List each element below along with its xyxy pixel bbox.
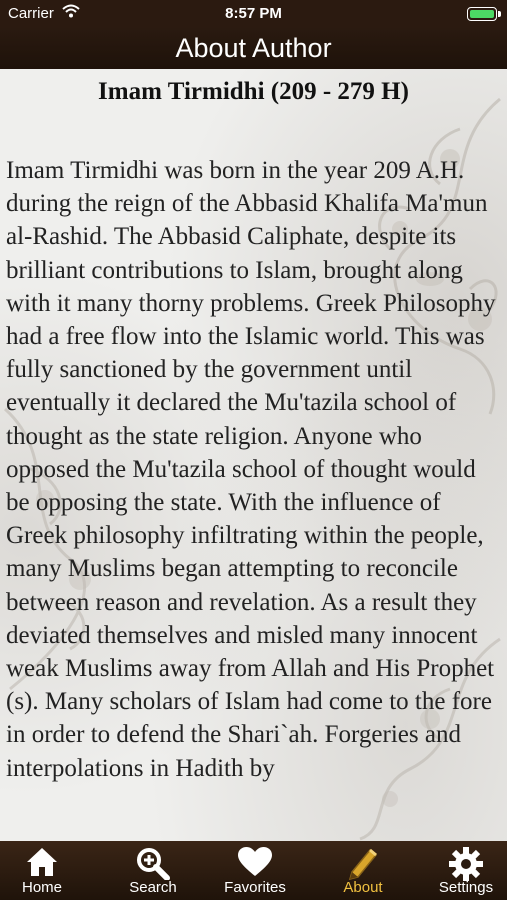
- tab-bar: [0, 841, 507, 900]
- author-content[interactable]: [0, 69, 507, 841]
- tab-about[interactable]: [313, 841, 413, 900]
- tab-about-label: About: [343, 879, 383, 896]
- battery-icon: [467, 7, 497, 21]
- tab-home[interactable]: [0, 841, 92, 900]
- page-title: About Author: [175, 33, 332, 63]
- status-time: 8:57 PM: [225, 5, 282, 22]
- author-heading: Imam Tirmidhi (209 - 279 H): [98, 78, 409, 105]
- tab-settings[interactable]: [416, 841, 507, 900]
- status-bar: [0, 0, 507, 28]
- tab-search-label: Search: [129, 879, 177, 896]
- tab-settings-label: Settings: [438, 879, 494, 896]
- home-icon: [25, 846, 59, 878]
- tab-favorites[interactable]: [205, 841, 305, 900]
- search-icon: [135, 846, 171, 880]
- carrier-label: Carrier: [8, 5, 54, 22]
- nav-bar: [0, 28, 507, 69]
- tab-favorites-label: Favorites: [224, 879, 286, 896]
- tab-search[interactable]: [103, 841, 203, 900]
- gear-icon: [448, 846, 484, 882]
- author-biography: Imam Tirmidhi was born in the year 209 A.H. during the reign of the Abbasid Khalifa Ma'mun al-Rashid. The Abbasid Caliphate, despite its brilliant contributions to Islam, brought along with it many thorny problems. Greek Philosophy had a free flow into the Islamic world. This was fully sanctioned by the government until eventually it declared the Mu'tazila school of thought as the state religion. Anyone who opposed the Mu'tazila school of thought would be opposing the state. With the influence of Greek philosophy infiltrating within the people, many Muslims began attempting to reconcile between reason and revelation. As a result they deviated themselves and misled many innocent weak Muslims away from Allah and His Prophet (s). Many scholars of Islam had come to the fore in order to defend the Shari`ah. Forgeries and interpolations in Hadith by: [6, 157, 496, 782]
- pencil-icon: [346, 846, 380, 880]
- heart-icon: [236, 846, 274, 878]
- tab-home-label: Home: [21, 879, 62, 896]
